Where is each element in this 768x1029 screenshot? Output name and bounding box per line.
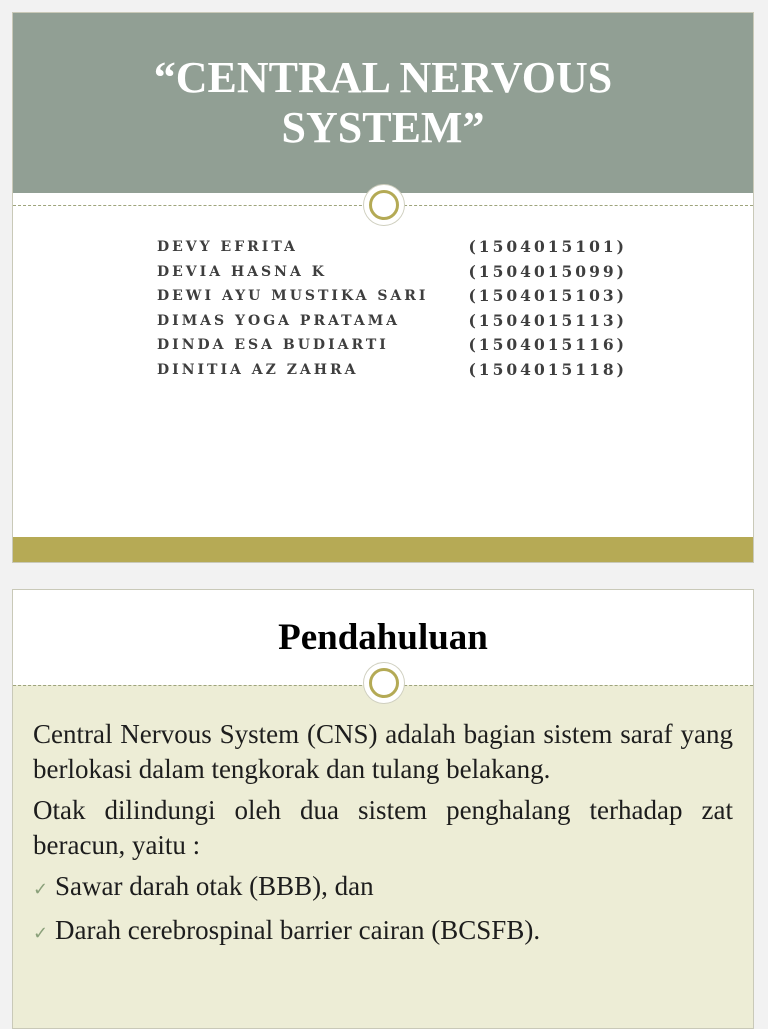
title-band (13, 13, 753, 193)
check-icon: ✓ (33, 923, 49, 944)
member-list (157, 235, 627, 382)
bullet-item (33, 913, 733, 951)
slide-title: “CENTRAL NERVOUS SYSTEM” (153, 53, 613, 152)
member-row (157, 284, 627, 309)
member-row (157, 333, 627, 358)
member-row (157, 358, 627, 383)
member-id: (1504015118) (468, 359, 627, 379)
paragraph: Otak dilindungi oleh dua sistem penghalang terhadap zat beracun, yaitu : (33, 795, 733, 860)
bullet-text: Darah cerebrospinal barrier cairan (BCSFB). (55, 915, 541, 945)
member-name: DINDA ESA BUDIARTI (157, 337, 389, 353)
member-row (157, 260, 627, 285)
member-name: DINITIA AZ ZAHRA (157, 361, 359, 378)
member-id: (1504015113) (468, 310, 627, 330)
title-slide (12, 12, 754, 563)
ring-ornament-icon (364, 663, 404, 703)
member-row (157, 309, 627, 334)
body-text (33, 717, 733, 957)
bullet-item (33, 869, 733, 907)
bullet-text: Sawar darah otak (BBB), dan (55, 871, 374, 901)
slide-heading: Pendahuluan (278, 617, 488, 658)
bottom-accent-band (13, 537, 753, 562)
member-id: (1504015116) (468, 335, 627, 354)
paragraph: Central Nervous System (CNS) adalah bagian sistem saraf yang berlokasi dalam tengkorak dan tulang belakang. (33, 719, 733, 784)
member-name: DIMAS YOGA PRATAMA (157, 312, 401, 329)
member-id: (1504015103) (468, 286, 627, 305)
member-id: (1504015099) (468, 261, 627, 281)
member-name: DEVIA HASNA K (157, 263, 327, 280)
ring-ornament-icon (364, 185, 404, 225)
content-slide (12, 589, 754, 1029)
member-id: (1504015101) (468, 237, 627, 256)
member-row (157, 235, 627, 260)
member-name: DEWI AYU MUSTIKA SARI (157, 288, 429, 304)
check-icon: ✓ (33, 879, 49, 900)
member-name: DEVY EFRITA (157, 239, 298, 255)
